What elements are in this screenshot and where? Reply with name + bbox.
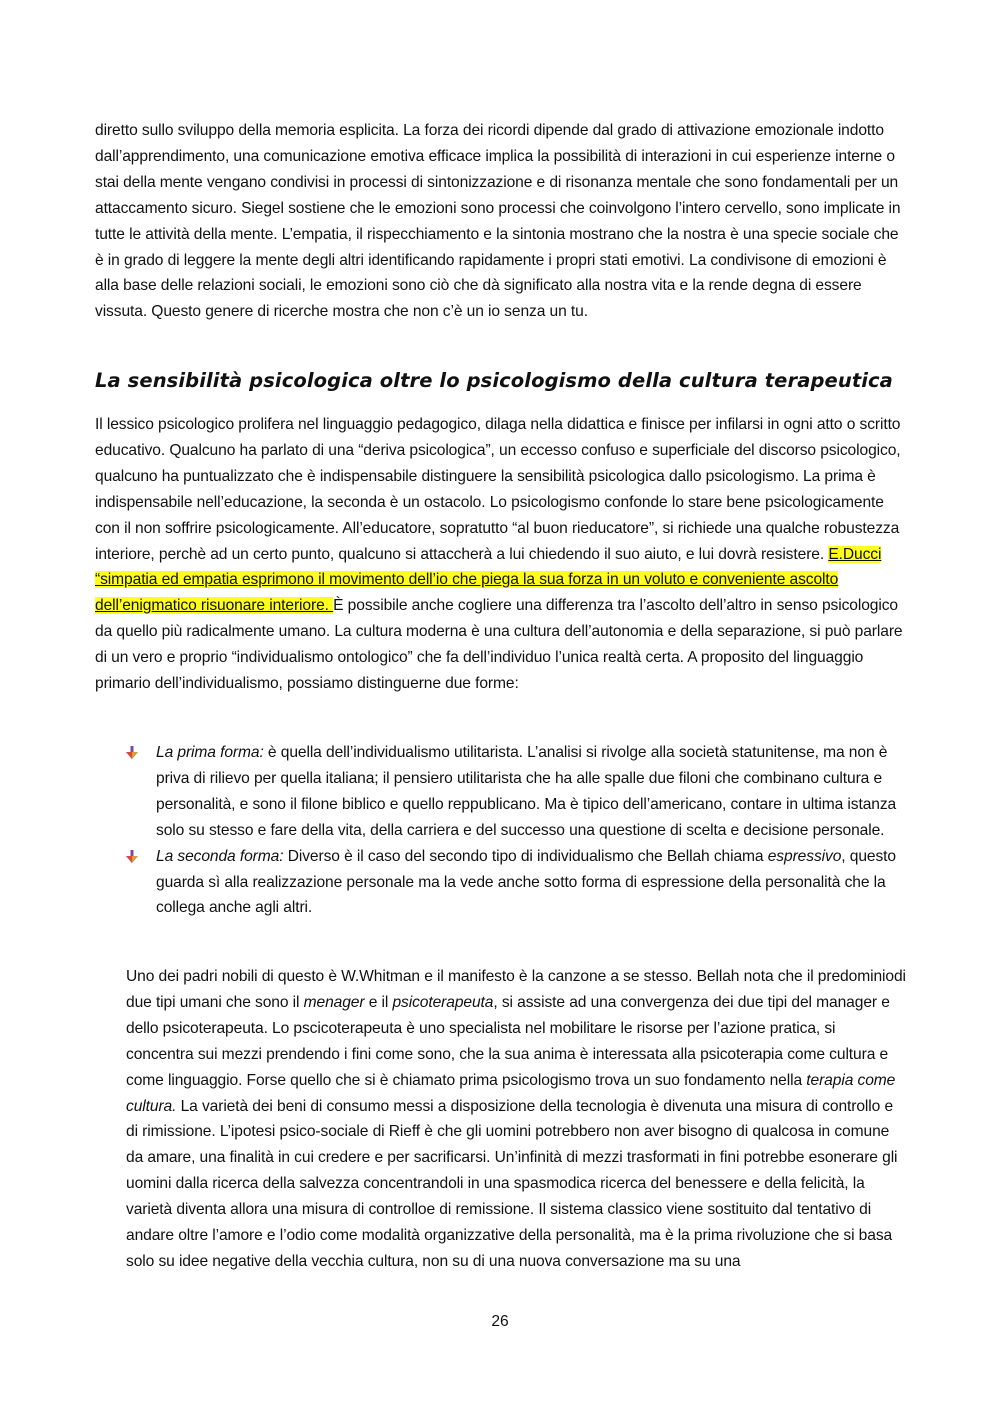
highlighted-quote: E.Ducci “simpatia ed empatia esprimono il movimento dell’io che piega la sua forza in un voluto e conveniente ascolto dell’enigmatico risuonare interiore.	[95, 545, 882, 615]
bullet-lead: La seconda forma:	[156, 847, 284, 865]
bullet-italic-term: espressivo	[767, 847, 842, 865]
body-paragraph-3	[126, 964, 906, 1275]
paragraph-3-text: , si assiste ad una convergenza dei due tipi del manager e dello psicoterapeuta. Lo pscicoterapeuta è uno specialista nel mobilitare le risorse per l’azione pratica, si concentra sui mezzi prendendo i fini come sono, che la sua anima è interessata alla psicoterapia come cultura e come linguaggio. Forse quello che si è chiamato prima psicologismo trova un suo fondamento nella	[126, 993, 890, 1089]
paragraph-3-text: La varietà dei beni di consumo messi a disposizione della tecnologia è divenuta una misura di controllo e di rimissione. L’ipotesi psico-sociale di Rieff è che gli uomini potrebbero non aver bisogno di qualcosa in comune da amare, una finalità in cui credere e per sacrificarsi. Un’infinità di mezzi trasformati in fini potrebbe esonerare gli uomini dalla ricerca della salvezza concentrandoli in una spasmodica ricerca del benessere e della felicità, la varietà diventa allora una misura di controlloe di remissione. Il sistema classico viene sostituito dal tentativo di andare oltre l’amore e l’odio come modalità organizzative della personalità, ma è la prima rivoluzione che si basa solo su idee negative della vecchia cultura, non su di una nuova conversazione ma su una	[126, 1097, 898, 1270]
list-item	[125, 740, 905, 844]
page-number: 26	[491, 1313, 509, 1330]
arrow-down-bullet-icon	[125, 746, 139, 760]
paragraph-2-continuation: È possibile anche cogliere una differenza tra l’ascolto dell’altro in senso psicologico da quello più radicalmente umano. La cultura moderna è una cultura dell’autonomia e della separazione, si può parlare di un vero e proprio “individualismo ontologico” che fa dell’individuo l’unica realtà certa. A proposito del linguaggio primario dell’individualismo, possiamo distinguerne due forme:	[95, 597, 903, 693]
paragraph-3-text: Uno dei padri nobili di questo è W.Whitman e il manifesto è la canzone a se stesso. Bellah nota che il predominiodi due tipi umani che sono il	[126, 968, 906, 1011]
italic-term: psicoterapeuta	[392, 993, 494, 1011]
arrow-down-bullet-icon	[125, 850, 139, 864]
italic-term: terapia come cultura.	[126, 1071, 896, 1115]
paragraph-2-text: Il lessico psicologico prolifera nel linguaggio pedagogico, dilaga nella didattica e finisce per infilarsi in ogni atto o scritto educativo. Qualcuno ha parlato di una “deriva psicologica”, un eccesso confuso e superficiale del discorso psicologico, qualcuno ha puntualizzato che è indispensabile distinguere la sensibilità psicologica dallo psicologismo. La prima è indispensabile nell’educazione, la seconda è un ostacolo. Lo psicologismo confonde lo stare bene psicologicamente con il non soffrire psicologicamente. All’educatore, sopratutto “al buon rieducatore”, si richiede una qualche robustezza interiore, perchè ad un certo punto, qualcuno si attaccherà a lui chiedendo il suo aiuto, e lui dovrà resistere.	[95, 416, 901, 563]
bullet-text-continuation: , questo guarda sì alla realizzazione personale ma la vede anche sotto forma di espressione della personalità che la collega anche agli altri.	[156, 847, 896, 917]
list-item	[125, 844, 905, 922]
bullet-lead: La prima forma:	[156, 744, 264, 761]
bullet-text: è quella dell’individualismo utilitarista. L’analisi si rivolge alla società statunitense, ma non è priva di rilievo per quella italiana; il pensiero utilitarista che ha alle spalle due filoni che combinano cultura e personalità, e sono il filone biblico e quello reppublicano. Ma è tipico dell’americano, contare in ultima istanza solo su stesso e fare della vita, della carriera e del successo una questione di scelta e decisione personale.	[156, 744, 897, 839]
body-paragraph-2	[95, 412, 905, 697]
italic-term: menager	[303, 993, 365, 1011]
body-paragraph-1: diretto sullo sviluppo della memoria esplicita. La forza dei ricordi dipende dal grado di attivazione emozionale indotto dall’apprendimento, una comunicazione emotiva efficace implica la possibilità di interazioni in cui esperienze interne o stai della mente vengano condivisi in processi di sintonizzazione e di risonanza mentale che sono fondamentali per un attaccamento sicuro. Siegel sostiene che le emozioni sono processi che coinvolgono l’intero cervello, sono implicate in tutte le attività della mente. L’empatia, il rispecchiamento e la sintonia mostrano che la nostra è una specie sociale che è in grado di leggere la mente degli altri identificando rapidamente i propri stati emotivi. La condivisone di emozioni è alla base delle relazioni sociali, le emozioni sono ciò che dà significato alla nostra vita e la rende degna di essere vissuta. Questo genere di ricerche mostra che non c’è un io senza un tu.	[95, 122, 901, 321]
paragraph-3-text: e il	[364, 993, 393, 1011]
bullet-text: Diverso è il caso del secondo tipo di individualismo che Bellah chiama	[283, 847, 768, 865]
section-heading: La sensibilità psicologica oltre lo psicologismo della cultura terapeutica	[95, 369, 893, 392]
bullet-list	[125, 740, 905, 921]
